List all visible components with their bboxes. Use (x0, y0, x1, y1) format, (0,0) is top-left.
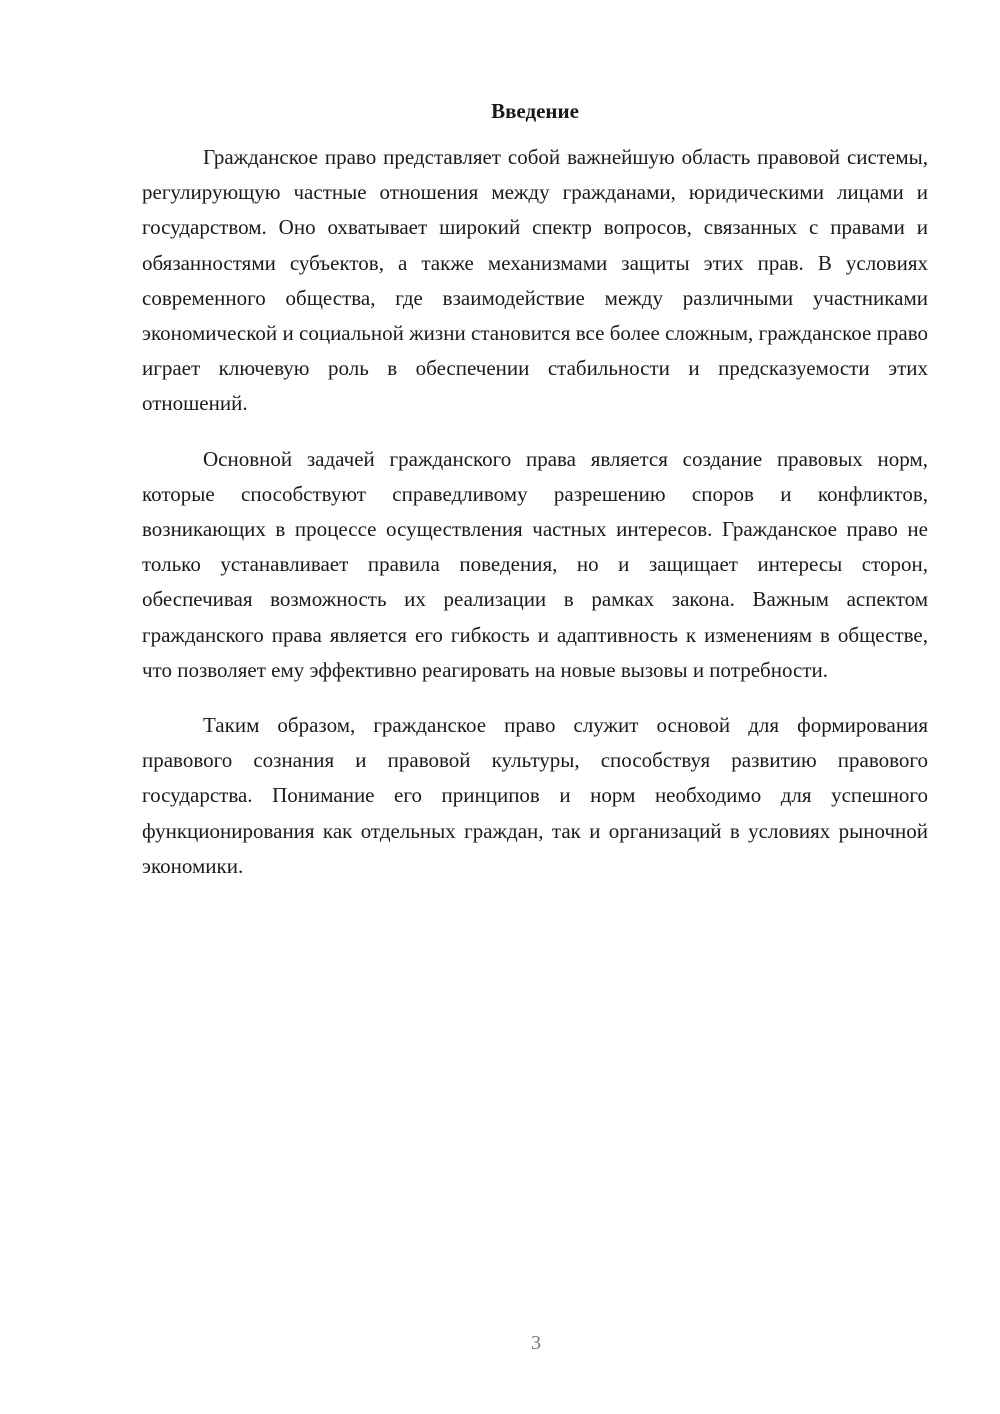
page-number: 3 (531, 1332, 541, 1354)
paragraph-3: Таким образом, гражданское право служит основой для формирования правового сознания и правовой культуры, способствуя развитию правового государства. Понимание его принципов и норм необходимо для успешного функционирования как отдельных граждан, так и организаций в условиях рыночной экономики. (142, 713, 928, 878)
section-heading: Введение (491, 99, 579, 123)
paragraph-2: Основной задачей гражданского права является создание правовых норм, которые способствуют справедливому разрешению споров и конфликтов, возникающих в процессе осуществления частных интересов. Гражданское право не только устанавливает правила поведения, но и защищает интересы сторон, обеспечивая возможность их реализации в рамках закона. Важным аспектом гражданского права является его гибкость и адаптивность к изменениям в обществе, что позволяет ему эффективно реагировать на новые вызовы и потребности. (142, 446, 928, 682)
body-text (142, 140, 928, 904)
paragraph-1: Гражданское право представляет собой важнейшую область правовой системы, регулирующую частные отношения между гражданами, юридическими лицами и государством. Оно охватывает широкий спектр вопросов, связанных с правами и обязанностями субъектов, а также механизмами защиты этих прав. В условиях современного общества, где взаимодействие между различными участниками экономической и социальной жизни становится все более сложным, гражданское право играет ключевую роль в обеспечении стабильности и предсказуемости этих отношений. (142, 145, 928, 416)
